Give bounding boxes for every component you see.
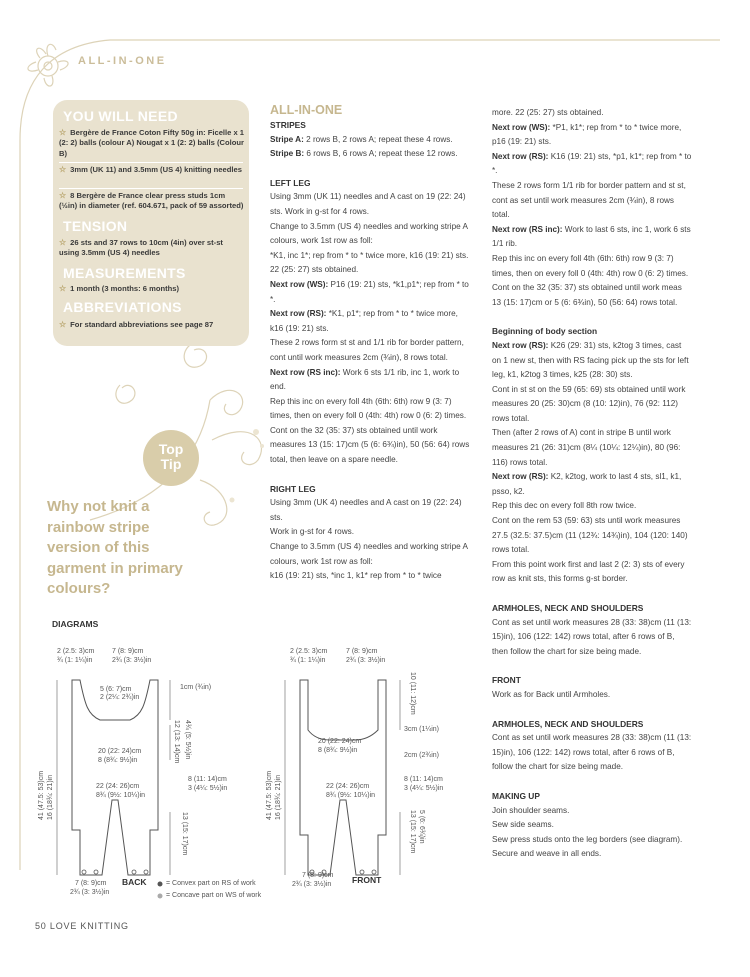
stripe-a-line: Stripe A: 2 rows B, 2 rows A; repeat these 4 rows.	[270, 134, 453, 144]
star-icon: ☆	[59, 191, 67, 200]
stripes-heading: STRIPES	[270, 120, 306, 130]
pattern-column-1: ALL-IN-ONE STRIPES Stripe A: 2 rows B, 2 rows A; repeat these 4 rows. Stripe B: 6 rows B, 6 rows A; repeat these 12 rows. LEFT LEG Using 3mm (UK 11) needles and A cast on 19 (22: 24) sts. Work in g-st for 4 rows. Change to 3.5mm (US 4) needles and working stripe A colours, work 1st row as foll: *K1, inc 1*; rep from * to * twice more, k16 (19: 21) sts. 22 (25: 27) sts obtained. Next row (WS): P16 (19: 21) sts, *k1,p1*; rep from * to *. Next row (RS): *K1, p1*; rep from * to * twice more, k16 (19: 21) sts. These 2 rows form st st and 1/1 rib for border pattern, cont until work measures 2cm (¾in), 8 rows total. Next row (RS inc): Work 6 sts 1/1 rib, inc 1, work to end. Rep this inc on every foll 4th (6th: 6th) row 9 (3: 7) times, then on every foll 0 (4th: 4th) row 0 (6: 2) times. Cont on the 32 (35: 37) sts obtained until work measures 13 (15: 17)cm (5 (6: 6¾)in), 50 (56: 64) rows total, then leave on a spare needle. RIGHT LEG Using 3mm (UK 4) needles and A cast on 19 (22: 24) sts. Work in g-st for 4 rows. Change to 3.5mm (US 4) needles and working stripe A colours, work 1st row as foll: k16 (19: 21) sts, *inc 1, k1* rep from * to * twice	[270, 103, 470, 581]
tension-heading: TENSION	[63, 218, 128, 234]
star-icon: ☆	[59, 284, 67, 293]
pattern-column-2: more. 22 (25: 27) sts obtained. Next row (WS): *P1, k1*; rep from * to * twice more, p16 (19: 21) sts. Next row (RS): K16 (19: 21) sts, *p1, k1*; rep from * to *. These 2 rows form 1/1 rib for border pattern and st st, cont as set until work measures 2cm (¾in), 8 rows total. Next row (RS inc): Work to last 6 sts, inc 1, work 6 sts 1/1 rib. Rep this inc on every foll 4th (6th: 6th) row 9 (3: 7) times, then on every foll 0 (4th: 4th) row 0 (6: 2) times. Cont on the 32 (35: 37) sts obtained until work meas 13 (15: 17)cm or 5 (6: 6¾in), 50 (56: 64) rows total. Beginning of body section Next row (RS): K26 (29: 31) sts, k2tog 3 times, cast on 1 new st, then with RS facing pick up the sts for left leg, k1, k2tog 3 times, k25 (28: 30) sts. Cont in st st on the 59 (65: 69) sts obtained until work measures 20 (25: 30)cm (8 (10: 12)in), 76 (92: 112) rows total. Then (after 2 rows of A) cont in stripe B until work measures 21 (26: 31)cm (8¼ (10¼: 12¼)in), 80 (96: 116) rows total. Next row (RS): K2, k2tog, work to last 4 sts, sl1, k1, psso, k2. Rep this dec on every foll 8th row twice. Cont on the rem 53 (59: 63) sts until work measures 27.5 (32.5: 37.5)cm (11 (12¾: 14¾)in), 104 (120: 140) rows total. From this point work first and last 2 (2: 3) sts of every row as knit sts, this forms g-st border. ARMHOLES, NECK AND SHOULDERS Cont as set until work measures 28 (33: 38)cm (11 (13: 15)in), 106 (122: 142) rows total, after 6 rows of B, then follow the chart for size being made. FRONT Work as for Back until Armholes. ARMHOLES, NECK AND SHOULDERS Cont as set until work measures 28 (33: 38)cm (11 (13: 15)in), 106 (122: 142) rows total, after 6 rows of B, follow the chart for size being made. MAKING UP Join shoulder seams. Sew side seams. Sew press studs onto the leg borders (see diagram). Secure and weave in all ends.	[492, 108, 692, 859]
right-leg-heading: RIGHT LEG	[270, 483, 316, 494]
list-item: ☆ 8 Bergère de France clear press studs 1cm (½in) in diameter (ref. 604.671, pack of 59 assorted)	[59, 191, 244, 211]
top-tip-badge: Top Tip	[143, 430, 199, 486]
star-icon: ☆	[59, 320, 67, 329]
page-footer: 50 LOVE KNITTING	[35, 921, 129, 931]
diagrams-heading: DIAGRAMS	[52, 619, 99, 629]
star-icon: ☆	[59, 238, 67, 247]
back-outline	[72, 680, 158, 875]
star-icon: ☆	[59, 165, 67, 174]
front-label: FRONT	[352, 875, 382, 885]
armholes-heading-2: ARMHOLES, NECK AND SHOULDERS	[492, 718, 644, 729]
front-outline	[300, 680, 386, 875]
making-up-heading: MAKING UP	[492, 790, 540, 801]
legend-convex: = Convex part on RS of work	[166, 880, 256, 887]
top-tip-text: Why not knit a rainbow stripe version of this garment in primary colours?	[47, 498, 183, 597]
legend-concave: = Concave part on WS of work	[166, 892, 262, 899]
armholes-heading: ARMHOLES, NECK AND SHOULDERS	[492, 603, 644, 613]
you-will-need-heading: YOU WILL NEED	[63, 108, 178, 124]
back-label: BACK	[122, 877, 147, 887]
list-item: ☆ Bergère de France Coton Fifty 50g in: Ficelle x 1 (2: 2) balls (colour A) Nougat x 1 (2: 2) balls (Colour B)	[59, 128, 245, 158]
measurements-heading: MEASUREMENTS	[63, 265, 186, 281]
star-icon: ☆	[59, 128, 67, 137]
column-title: ALL-IN-ONE	[270, 103, 343, 117]
list-item: ☆ For standard abbreviations see page 87	[59, 320, 214, 329]
section-label: ALL-IN-ONE	[78, 55, 167, 67]
list-item: ☆ 3mm (UK 11) and 3.5mm (US 4) knitting needles	[59, 165, 242, 174]
list-item: ☆ 1 month (3 months: 6 months)	[59, 284, 180, 293]
stripe-b-line: Stripe B: 6 rows B, 6 rows A; repeat these 12 rows.	[270, 149, 458, 159]
abbreviations-heading: ABBREVIATIONS	[63, 299, 182, 315]
front-heading: FRONT	[492, 675, 521, 686]
left-leg-heading: LEFT LEG	[270, 177, 311, 188]
body-section-heading: Beginning of body section	[492, 326, 598, 337]
list-item: ☆ 26 sts and 37 rows to 10cm (4in) over st-st using 3.5mm (US 4) needles	[59, 238, 223, 258]
